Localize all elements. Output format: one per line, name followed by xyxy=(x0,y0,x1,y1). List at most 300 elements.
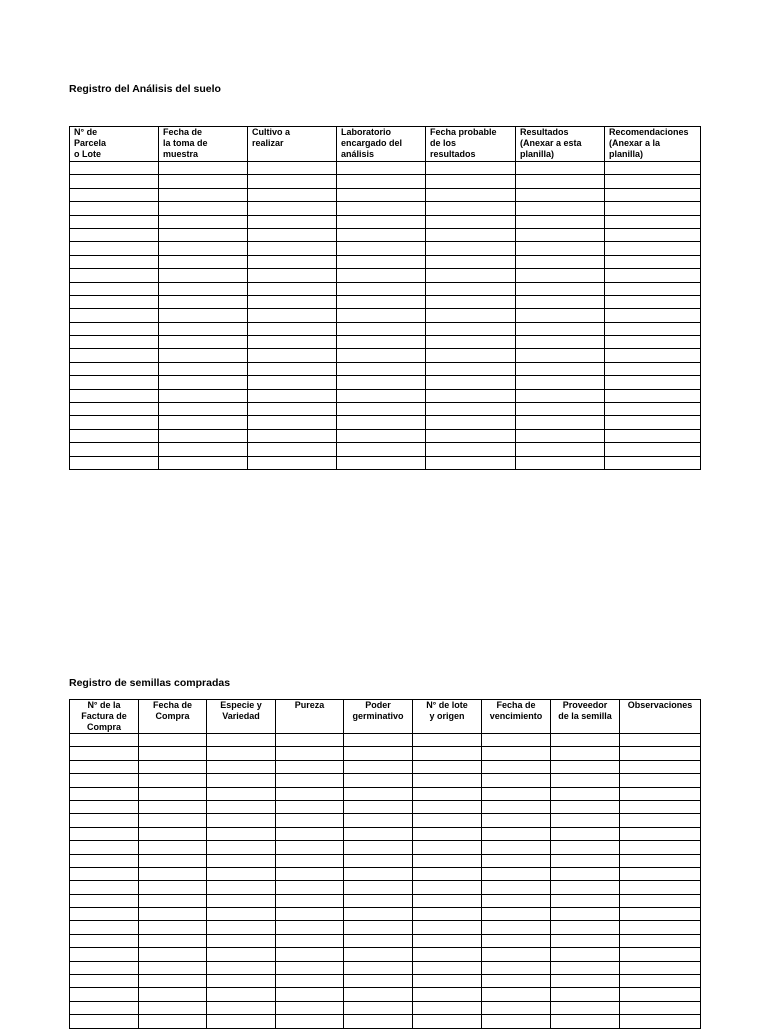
table-cell xyxy=(159,349,248,362)
table-cell xyxy=(344,934,413,947)
table-cell xyxy=(337,322,426,335)
table-cell xyxy=(139,787,207,800)
column-header-observaciones xyxy=(620,700,701,734)
table-cell xyxy=(70,760,139,773)
table-cell xyxy=(248,349,337,362)
table-cell xyxy=(605,215,701,228)
table-cell xyxy=(276,787,344,800)
table-cell xyxy=(70,975,139,988)
table-cell xyxy=(551,774,620,787)
table-row xyxy=(70,309,701,322)
section-title-analisis-suelo: Registro del Análisis del suelo xyxy=(69,83,221,95)
table-cell xyxy=(605,309,701,322)
column-header-label: Fecha de la toma de muestra xyxy=(163,127,208,159)
table-cell xyxy=(248,456,337,469)
table-cell xyxy=(207,921,276,934)
table-cell xyxy=(551,894,620,907)
table-cell xyxy=(248,202,337,215)
table-cell xyxy=(344,814,413,827)
table-cell xyxy=(551,1015,620,1028)
table-cell xyxy=(482,827,551,840)
table-cell xyxy=(620,760,701,773)
table-cell xyxy=(337,349,426,362)
table-row xyxy=(70,389,701,402)
table-cell xyxy=(516,309,605,322)
table-cell xyxy=(413,800,482,813)
table-cell xyxy=(337,202,426,215)
table-cell xyxy=(139,921,207,934)
table-cell xyxy=(276,988,344,1001)
table-cell xyxy=(159,309,248,322)
table-cell xyxy=(344,774,413,787)
table-cell xyxy=(426,349,516,362)
table-cell xyxy=(413,787,482,800)
table-cell xyxy=(276,1001,344,1014)
table-header-row xyxy=(70,127,701,162)
table-cell xyxy=(139,854,207,867)
table-cell xyxy=(159,376,248,389)
table-cell xyxy=(70,269,159,282)
table-cell xyxy=(605,202,701,215)
table-cell xyxy=(344,948,413,961)
table-cell xyxy=(159,188,248,201)
table-cell xyxy=(605,349,701,362)
table-cell xyxy=(159,282,248,295)
column-header-vencimiento xyxy=(482,700,551,734)
table-cell xyxy=(620,934,701,947)
table-cell xyxy=(70,336,159,349)
table-cell xyxy=(482,1001,551,1014)
table-cell xyxy=(413,961,482,974)
table-cell xyxy=(426,269,516,282)
table-cell xyxy=(70,1001,139,1014)
table-cell xyxy=(70,827,139,840)
table-cell xyxy=(139,867,207,880)
table-cell xyxy=(139,908,207,921)
table-cell xyxy=(516,376,605,389)
table-cell xyxy=(482,881,551,894)
table-cell xyxy=(139,827,207,840)
table-cell xyxy=(620,961,701,974)
table-cell xyxy=(207,894,276,907)
table-cell xyxy=(207,854,276,867)
table-cell xyxy=(620,881,701,894)
table-cell xyxy=(139,881,207,894)
table-row xyxy=(70,416,701,429)
table-cell xyxy=(70,309,159,322)
table-cell xyxy=(70,322,159,335)
table-cell xyxy=(207,760,276,773)
table-cell xyxy=(426,443,516,456)
table-cell xyxy=(344,894,413,907)
table-cell xyxy=(276,894,344,907)
table-cell xyxy=(516,282,605,295)
table-cell xyxy=(207,988,276,1001)
table-cell xyxy=(248,269,337,282)
table-cell xyxy=(70,242,159,255)
table-row xyxy=(70,800,701,813)
table-cell xyxy=(276,747,344,760)
column-header-laboratorio xyxy=(337,127,426,162)
table-cell xyxy=(207,800,276,813)
table-cell xyxy=(605,162,701,175)
table-cell xyxy=(139,975,207,988)
table-cell xyxy=(344,988,413,1001)
table-cell xyxy=(344,921,413,934)
table-row xyxy=(70,456,701,469)
table-cell xyxy=(426,202,516,215)
table-cell xyxy=(551,1001,620,1014)
table-cell xyxy=(139,814,207,827)
table-row xyxy=(70,228,701,241)
table-cell xyxy=(159,228,248,241)
column-header-fecha-compra xyxy=(139,700,207,734)
column-header-label: Resultados (Anexar a esta planilla) xyxy=(520,127,582,159)
table-row xyxy=(70,961,701,974)
table-cell xyxy=(605,403,701,416)
table-cell xyxy=(620,827,701,840)
table-cell xyxy=(139,1001,207,1014)
table-cell xyxy=(620,948,701,961)
table-cell xyxy=(344,827,413,840)
table-cell xyxy=(207,1001,276,1014)
table-cell xyxy=(551,827,620,840)
column-header-parcela xyxy=(70,127,159,162)
table-cell xyxy=(337,215,426,228)
table-cell xyxy=(248,389,337,402)
table-cell xyxy=(337,403,426,416)
table-cell xyxy=(620,908,701,921)
table-row xyxy=(70,921,701,934)
table-cell xyxy=(337,295,426,308)
table-cell xyxy=(139,747,207,760)
table-cell xyxy=(207,961,276,974)
table-cell xyxy=(344,734,413,747)
table-cell xyxy=(620,774,701,787)
table-cell xyxy=(337,242,426,255)
table-cell xyxy=(620,1001,701,1014)
table-cell xyxy=(482,800,551,813)
table-cell xyxy=(482,948,551,961)
table-cell xyxy=(516,322,605,335)
table-cell xyxy=(426,322,516,335)
table-cell xyxy=(276,814,344,827)
column-header-label: Especie y Variedad xyxy=(220,700,262,721)
table-cell xyxy=(70,228,159,241)
table-cell xyxy=(344,1001,413,1014)
table-cell xyxy=(70,162,159,175)
table-row xyxy=(70,908,701,921)
table-cell xyxy=(482,760,551,773)
table-row xyxy=(70,242,701,255)
table-cell xyxy=(344,760,413,773)
table-cell xyxy=(344,747,413,760)
column-header-label: N° de lote y origen xyxy=(426,700,468,721)
table-cell xyxy=(207,841,276,854)
table-cell xyxy=(551,961,620,974)
table-row xyxy=(70,894,701,907)
table-row xyxy=(70,1015,701,1028)
table-cell xyxy=(70,774,139,787)
table-cell xyxy=(413,1015,482,1028)
table-cell xyxy=(159,175,248,188)
table-cell xyxy=(276,961,344,974)
table-cell xyxy=(413,841,482,854)
table-cell xyxy=(276,948,344,961)
table-cell xyxy=(551,814,620,827)
table-cell xyxy=(207,827,276,840)
table-cell xyxy=(551,734,620,747)
column-header-label: Proveedor de la semilla xyxy=(558,700,612,721)
table-cell xyxy=(207,948,276,961)
table-cell xyxy=(516,349,605,362)
table-cell xyxy=(248,228,337,241)
table-cell xyxy=(248,215,337,228)
table-cell xyxy=(516,269,605,282)
table-cell xyxy=(70,908,139,921)
table-cell xyxy=(482,841,551,854)
table-cell xyxy=(344,787,413,800)
table-cell xyxy=(70,175,159,188)
table-cell xyxy=(207,881,276,894)
table-row xyxy=(70,362,701,375)
table-cell xyxy=(482,934,551,947)
table-cell xyxy=(207,908,276,921)
table-cell xyxy=(70,362,159,375)
table-cell xyxy=(516,336,605,349)
table-semillas-compradas xyxy=(69,699,701,1029)
table-cell xyxy=(344,975,413,988)
table-row xyxy=(70,349,701,362)
column-header-lote-origen xyxy=(413,700,482,734)
table-cell xyxy=(139,948,207,961)
table-cell xyxy=(159,215,248,228)
table-cell xyxy=(413,921,482,934)
table-cell xyxy=(337,416,426,429)
table-cell xyxy=(516,255,605,268)
table-cell xyxy=(248,282,337,295)
column-header-label: Cultivo a realizar xyxy=(252,127,291,148)
table-row xyxy=(70,376,701,389)
table-cell xyxy=(413,881,482,894)
table-cell xyxy=(482,774,551,787)
table-row xyxy=(70,282,701,295)
column-header-resultados xyxy=(516,127,605,162)
table-analisis-suelo xyxy=(69,126,701,470)
table-cell xyxy=(426,309,516,322)
table-cell xyxy=(620,975,701,988)
table-row xyxy=(70,948,701,961)
table-cell xyxy=(516,389,605,402)
table-cell xyxy=(620,747,701,760)
table-cell xyxy=(605,336,701,349)
table-cell xyxy=(620,854,701,867)
table-cell xyxy=(337,188,426,201)
table-cell xyxy=(551,854,620,867)
table-cell xyxy=(276,934,344,947)
table-cell xyxy=(516,443,605,456)
column-header-especie xyxy=(207,700,276,734)
table-cell xyxy=(482,854,551,867)
table-cell xyxy=(276,734,344,747)
table-cell xyxy=(337,429,426,442)
table-cell xyxy=(413,975,482,988)
table-cell xyxy=(482,908,551,921)
table-row xyxy=(70,814,701,827)
table-row xyxy=(70,787,701,800)
table-body xyxy=(70,162,701,470)
table-cell xyxy=(605,389,701,402)
column-header-label: N° de Parcela o Lote xyxy=(74,127,107,159)
table-cell xyxy=(248,443,337,456)
table-cell xyxy=(516,242,605,255)
table-cell xyxy=(516,295,605,308)
table-cell xyxy=(426,336,516,349)
table-cell xyxy=(516,175,605,188)
table-row xyxy=(70,867,701,880)
table-cell xyxy=(337,175,426,188)
table-cell xyxy=(248,162,337,175)
table-cell xyxy=(426,362,516,375)
column-header-label: N° de la Factura de Compra xyxy=(81,700,127,732)
table-cell xyxy=(337,456,426,469)
table-cell xyxy=(337,443,426,456)
table-cell xyxy=(426,403,516,416)
table-cell xyxy=(70,389,159,402)
table-cell xyxy=(139,1015,207,1028)
table-cell xyxy=(605,416,701,429)
table-cell xyxy=(159,322,248,335)
table-cell xyxy=(337,336,426,349)
table-cell xyxy=(139,800,207,813)
table-row xyxy=(70,269,701,282)
table-cell xyxy=(551,934,620,947)
table-cell xyxy=(70,800,139,813)
table-cell xyxy=(139,760,207,773)
table-cell xyxy=(426,188,516,201)
table-cell xyxy=(344,961,413,974)
table-cell xyxy=(159,362,248,375)
table-row xyxy=(70,747,701,760)
table-row xyxy=(70,429,701,442)
table-row xyxy=(70,988,701,1001)
table-cell xyxy=(551,881,620,894)
table-row xyxy=(70,322,701,335)
table-cell xyxy=(344,867,413,880)
table-cell xyxy=(605,295,701,308)
table-cell xyxy=(413,948,482,961)
table-row xyxy=(70,854,701,867)
table-cell xyxy=(70,403,159,416)
table-cell xyxy=(605,242,701,255)
table-cell xyxy=(426,282,516,295)
table-cell xyxy=(551,921,620,934)
table-cell xyxy=(516,215,605,228)
table-row xyxy=(70,881,701,894)
table-cell xyxy=(605,255,701,268)
table-cell xyxy=(337,376,426,389)
table-cell xyxy=(276,800,344,813)
table-cell xyxy=(337,255,426,268)
table-cell xyxy=(620,734,701,747)
column-header-fecha-resultados xyxy=(426,127,516,162)
table-cell xyxy=(248,416,337,429)
table-cell xyxy=(551,760,620,773)
table-cell xyxy=(605,188,701,201)
table-cell xyxy=(207,747,276,760)
table-cell xyxy=(551,800,620,813)
table-cell xyxy=(620,841,701,854)
table-cell xyxy=(551,867,620,880)
table-cell xyxy=(516,416,605,429)
table-cell xyxy=(337,389,426,402)
table-cell xyxy=(605,282,701,295)
table-cell xyxy=(276,841,344,854)
table-cell xyxy=(139,934,207,947)
table-cell xyxy=(413,854,482,867)
table-cell xyxy=(482,814,551,827)
table-cell xyxy=(70,747,139,760)
table-cell xyxy=(426,429,516,442)
table-cell xyxy=(159,336,248,349)
table-cell xyxy=(276,881,344,894)
table-cell xyxy=(276,867,344,880)
table-cell xyxy=(159,255,248,268)
table-cell xyxy=(413,774,482,787)
table-cell xyxy=(516,429,605,442)
table-cell xyxy=(605,228,701,241)
table-cell xyxy=(248,175,337,188)
table-cell xyxy=(70,787,139,800)
table-row xyxy=(70,162,701,175)
table-cell xyxy=(248,429,337,442)
table-cell xyxy=(551,747,620,760)
table-cell xyxy=(70,376,159,389)
table-cell xyxy=(605,269,701,282)
table-cell xyxy=(482,867,551,880)
table-row xyxy=(70,934,701,947)
table-cell xyxy=(139,734,207,747)
table-cell xyxy=(413,827,482,840)
table-cell xyxy=(516,362,605,375)
table-cell xyxy=(70,416,159,429)
table-cell xyxy=(605,443,701,456)
table-cell xyxy=(426,389,516,402)
table-cell xyxy=(413,934,482,947)
table-cell xyxy=(482,961,551,974)
table-row xyxy=(70,403,701,416)
table-cell xyxy=(70,295,159,308)
table-cell xyxy=(70,921,139,934)
table-cell xyxy=(159,443,248,456)
table-cell xyxy=(426,416,516,429)
table-cell xyxy=(482,747,551,760)
table-cell xyxy=(413,894,482,907)
table-row xyxy=(70,175,701,188)
table-cell xyxy=(337,282,426,295)
table-cell xyxy=(337,309,426,322)
table-cell xyxy=(248,188,337,201)
table-row xyxy=(70,215,701,228)
table-cell xyxy=(482,894,551,907)
table-cell xyxy=(70,961,139,974)
table-cell xyxy=(159,162,248,175)
table-cell xyxy=(551,908,620,921)
table-cell xyxy=(413,867,482,880)
table-cell xyxy=(207,1015,276,1028)
table-cell xyxy=(551,841,620,854)
table-cell xyxy=(207,787,276,800)
